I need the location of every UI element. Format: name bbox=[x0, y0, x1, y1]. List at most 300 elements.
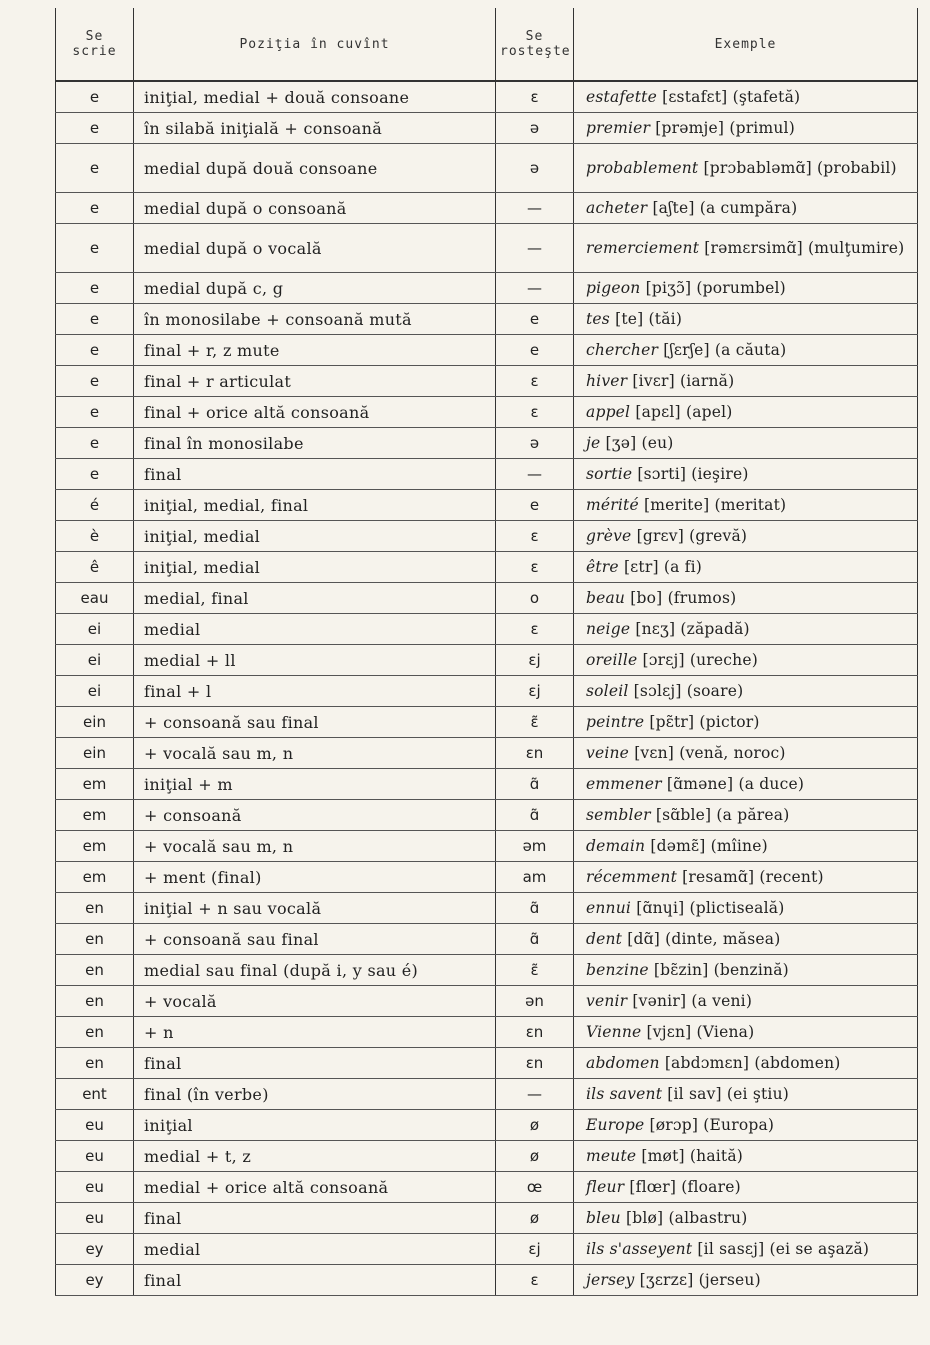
example-meaning: (a căuta) bbox=[714, 340, 787, 359]
cell-position: final + r, z mute bbox=[134, 335, 496, 366]
example-meaning: (Viena) bbox=[696, 1022, 755, 1041]
example-meaning: (mîine) bbox=[710, 836, 768, 855]
cell-pronounced: e bbox=[496, 335, 574, 366]
example-meaning: (a veni) bbox=[691, 991, 753, 1010]
cell-pronounced: ɛ bbox=[496, 397, 574, 428]
example-ipa: [ivɛr] bbox=[632, 371, 675, 390]
example-word: je bbox=[586, 433, 601, 452]
cell-example bbox=[574, 676, 918, 707]
cell-written: e bbox=[56, 428, 134, 459]
table-row bbox=[56, 1172, 918, 1203]
example-ipa: [il sasɛj] bbox=[697, 1239, 765, 1258]
example-meaning: (haită) bbox=[689, 1146, 744, 1165]
pronunciation-table bbox=[55, 8, 918, 1296]
cell-pronounced: ɛn bbox=[496, 1017, 574, 1048]
cell-pronounced: ɛ̃ bbox=[496, 955, 574, 986]
cell-example bbox=[574, 1203, 918, 1234]
example-ipa: [pɛ̃tr] bbox=[649, 712, 695, 731]
cell-written: e bbox=[56, 144, 134, 193]
table-row bbox=[56, 831, 918, 862]
cell-position: medial după două consoane bbox=[134, 144, 496, 193]
example-word: acheter bbox=[586, 198, 648, 217]
example-meaning: (porumbel) bbox=[696, 278, 786, 297]
cell-written: ei bbox=[56, 676, 134, 707]
cell-written: ei bbox=[56, 614, 134, 645]
cell-pronounced: ɛj bbox=[496, 1234, 574, 1265]
cell-written: e bbox=[56, 273, 134, 304]
cell-pronounced: e bbox=[496, 490, 574, 521]
cell-written: é bbox=[56, 490, 134, 521]
cell-written: ein bbox=[56, 738, 134, 769]
example-meaning: (recent) bbox=[759, 867, 824, 886]
cell-example bbox=[574, 738, 918, 769]
cell-written: e bbox=[56, 304, 134, 335]
cell-position: medial, final bbox=[134, 583, 496, 614]
cell-position: final bbox=[134, 459, 496, 490]
cell-pronounced: ɛ bbox=[496, 81, 574, 113]
cell-example bbox=[574, 1234, 918, 1265]
table-row bbox=[56, 986, 918, 1017]
example-ipa: [ørɔp] bbox=[649, 1115, 699, 1134]
cell-position: iniţial + m bbox=[134, 769, 496, 800]
cell-position: + consoană bbox=[134, 800, 496, 831]
cell-example bbox=[574, 366, 918, 397]
cell-example bbox=[574, 335, 918, 366]
cell-pronounced: ɛ bbox=[496, 614, 574, 645]
example-meaning: (venă, noroc) bbox=[679, 743, 786, 762]
cell-written: e bbox=[56, 335, 134, 366]
cell-example bbox=[574, 81, 918, 113]
example-word: meute bbox=[586, 1146, 637, 1165]
example-word: beau bbox=[586, 588, 626, 607]
cell-position: + consoană sau final bbox=[134, 707, 496, 738]
cell-position: iniţial + n sau vocală bbox=[134, 893, 496, 924]
table-row bbox=[56, 614, 918, 645]
example-word: Vienne bbox=[586, 1022, 642, 1041]
table-row bbox=[56, 1110, 918, 1141]
cell-pronounced: ø bbox=[496, 1110, 574, 1141]
example-ipa: [blø] bbox=[625, 1208, 664, 1227]
example-word: Europe bbox=[586, 1115, 645, 1134]
cell-example bbox=[574, 1079, 918, 1110]
cell-example bbox=[574, 113, 918, 144]
example-meaning: (eu) bbox=[641, 433, 674, 452]
example-meaning: (meritat) bbox=[714, 495, 787, 514]
example-ipa: [te] bbox=[615, 309, 644, 328]
cell-example bbox=[574, 955, 918, 986]
example-ipa: [sɑ̃ble] bbox=[655, 805, 712, 824]
cell-position: final bbox=[134, 1048, 496, 1079]
cell-example bbox=[574, 1048, 918, 1079]
example-meaning: (dinte, măsea) bbox=[665, 929, 781, 948]
example-ipa: [aʃte] bbox=[652, 198, 695, 217]
example-word: hiver bbox=[586, 371, 628, 390]
cell-written: em bbox=[56, 769, 134, 800]
table-row bbox=[56, 1048, 918, 1079]
cell-example bbox=[574, 490, 918, 521]
example-word: grève bbox=[586, 526, 632, 545]
cell-example bbox=[574, 552, 918, 583]
cell-example bbox=[574, 893, 918, 924]
cell-pronounced: am bbox=[496, 862, 574, 893]
cell-pronounced: ɑ̃ bbox=[496, 800, 574, 831]
cell-written: e bbox=[56, 397, 134, 428]
example-ipa: [bo] bbox=[630, 588, 663, 607]
example-meaning: (primul) bbox=[729, 118, 795, 137]
example-word: être bbox=[586, 557, 619, 576]
example-meaning: (pictor) bbox=[699, 712, 760, 731]
cell-position: iniţial, medial bbox=[134, 552, 496, 583]
cell-written: ein bbox=[56, 707, 134, 738]
example-word: ils savent bbox=[586, 1084, 663, 1103]
example-ipa: [prɔbabləmɑ̃] bbox=[703, 158, 812, 177]
header-written: Se scrie bbox=[56, 8, 134, 81]
cell-position: medial sau final (după i, y sau é) bbox=[134, 955, 496, 986]
cell-example bbox=[574, 707, 918, 738]
table-row bbox=[56, 193, 918, 224]
example-word: ennui bbox=[586, 898, 632, 917]
example-ipa: [flœr] bbox=[629, 1177, 677, 1196]
cell-position: + ment (final) bbox=[134, 862, 496, 893]
cell-pronounced: ø bbox=[496, 1203, 574, 1234]
cell-example bbox=[574, 614, 918, 645]
cell-position: + vocală bbox=[134, 986, 496, 1017]
cell-position: + n bbox=[134, 1017, 496, 1048]
cell-example bbox=[574, 986, 918, 1017]
example-word: veine bbox=[586, 743, 630, 762]
table-row bbox=[56, 490, 918, 521]
table-row bbox=[56, 335, 918, 366]
cell-written: em bbox=[56, 800, 134, 831]
table-row bbox=[56, 81, 918, 113]
example-ipa: [møt] bbox=[641, 1146, 685, 1165]
cell-position: final + r articulat bbox=[134, 366, 496, 397]
cell-position: iniţial bbox=[134, 1110, 496, 1141]
example-ipa: [rəmɛrsimɑ̃] bbox=[704, 238, 803, 257]
cell-pronounced: — bbox=[496, 193, 574, 224]
cell-position: final + orice altă consoană bbox=[134, 397, 496, 428]
cell-example bbox=[574, 304, 918, 335]
cell-written: ê bbox=[56, 552, 134, 583]
cell-written: eu bbox=[56, 1141, 134, 1172]
example-word: remerciement bbox=[586, 238, 700, 257]
cell-position: iniţial, medial + două consoane bbox=[134, 81, 496, 113]
example-meaning: (ştafetă) bbox=[732, 87, 801, 106]
example-word: benzine bbox=[586, 960, 649, 979]
cell-written: em bbox=[56, 831, 134, 862]
example-word: fleur bbox=[586, 1177, 625, 1196]
table-row bbox=[56, 1141, 918, 1172]
example-meaning: (jerseu) bbox=[698, 1270, 761, 1289]
cell-position: medial după o consoană bbox=[134, 193, 496, 224]
example-word: peintre bbox=[586, 712, 645, 731]
example-meaning: (ureche) bbox=[689, 650, 758, 669]
example-ipa: [sɔrti] bbox=[637, 464, 687, 483]
cell-example bbox=[574, 1141, 918, 1172]
cell-example bbox=[574, 645, 918, 676]
example-meaning: (tăi) bbox=[648, 309, 683, 328]
cell-pronounced: ɛ bbox=[496, 521, 574, 552]
cell-pronounced: ɑ̃ bbox=[496, 769, 574, 800]
cell-pronounced: ə bbox=[496, 144, 574, 193]
cell-position: medial după o vocală bbox=[134, 224, 496, 273]
example-ipa: [ɑ̃məne] bbox=[666, 774, 734, 793]
cell-written: en bbox=[56, 924, 134, 955]
cell-pronounced: — bbox=[496, 1079, 574, 1110]
cell-written: eu bbox=[56, 1203, 134, 1234]
example-word: tes bbox=[586, 309, 610, 328]
example-ipa: [grɛv] bbox=[636, 526, 684, 545]
table-row bbox=[56, 583, 918, 614]
cell-pronounced: ɛn bbox=[496, 1048, 574, 1079]
cell-position: final bbox=[134, 1265, 496, 1296]
cell-pronounced: — bbox=[496, 459, 574, 490]
cell-position: medial după c, g bbox=[134, 273, 496, 304]
example-meaning: (benzină) bbox=[713, 960, 789, 979]
cell-pronounced: ɛ bbox=[496, 366, 574, 397]
table-row bbox=[56, 397, 918, 428]
cell-position: final bbox=[134, 1203, 496, 1234]
cell-written: eu bbox=[56, 1172, 134, 1203]
example-word: chercher bbox=[586, 340, 659, 359]
example-ipa: [abdɔmɛn] bbox=[664, 1053, 750, 1072]
table-row bbox=[56, 113, 918, 144]
example-meaning: (mulţumire) bbox=[807, 238, 905, 257]
cell-example bbox=[574, 273, 918, 304]
cell-written: en bbox=[56, 1017, 134, 1048]
cell-written: en bbox=[56, 893, 134, 924]
cell-example bbox=[574, 224, 918, 273]
cell-position: medial + t, z bbox=[134, 1141, 496, 1172]
example-ipa: [il sav] bbox=[667, 1084, 722, 1103]
cell-position: medial bbox=[134, 1234, 496, 1265]
cell-position: medial + orice altă consoană bbox=[134, 1172, 496, 1203]
table-row bbox=[56, 893, 918, 924]
cell-written: è bbox=[56, 521, 134, 552]
table-row bbox=[56, 707, 918, 738]
cell-pronounced: ɛ bbox=[496, 1265, 574, 1296]
cell-example bbox=[574, 924, 918, 955]
cell-pronounced: ə bbox=[496, 113, 574, 144]
table-row bbox=[56, 645, 918, 676]
cell-written: ent bbox=[56, 1079, 134, 1110]
cell-written: ey bbox=[56, 1265, 134, 1296]
cell-pronounced: ɛ̃ bbox=[496, 707, 574, 738]
example-word: jersey bbox=[586, 1270, 635, 1289]
cell-example bbox=[574, 862, 918, 893]
example-ipa: [dɑ̃] bbox=[627, 929, 660, 948]
example-ipa: [merite] bbox=[643, 495, 710, 514]
cell-pronounced: ɛ bbox=[496, 552, 574, 583]
example-ipa: [ʒɛrzɛ] bbox=[639, 1270, 694, 1289]
example-meaning: (probabil) bbox=[817, 158, 897, 177]
table-row bbox=[56, 955, 918, 986]
table-row bbox=[56, 676, 918, 707]
example-word: premier bbox=[586, 118, 651, 137]
table-row bbox=[56, 224, 918, 273]
example-meaning: (a fi) bbox=[663, 557, 703, 576]
example-meaning: (zăpadă) bbox=[680, 619, 750, 638]
table-row bbox=[56, 738, 918, 769]
table-row bbox=[56, 1079, 918, 1110]
cell-example bbox=[574, 459, 918, 490]
table-row bbox=[56, 521, 918, 552]
example-word: ils s'asseyent bbox=[586, 1239, 693, 1258]
table-row bbox=[56, 800, 918, 831]
example-meaning: (Europa) bbox=[703, 1115, 775, 1134]
cell-pronounced: ɛj bbox=[496, 676, 574, 707]
table-row bbox=[56, 924, 918, 955]
table-row bbox=[56, 428, 918, 459]
table-row bbox=[56, 862, 918, 893]
table-row bbox=[56, 273, 918, 304]
cell-written: e bbox=[56, 224, 134, 273]
example-word: bleu bbox=[586, 1208, 621, 1227]
example-meaning: (ieşire) bbox=[691, 464, 749, 483]
header-position: Poziţia în cuvînt bbox=[134, 8, 496, 81]
cell-written: eu bbox=[56, 1110, 134, 1141]
cell-position: + vocală sau m, n bbox=[134, 831, 496, 862]
example-ipa: [ɑ̃nɥi] bbox=[636, 898, 685, 917]
example-ipa: [ɛstafɛt] bbox=[662, 87, 728, 106]
example-ipa: [sɔlɛj] bbox=[633, 681, 682, 700]
example-word: neige bbox=[586, 619, 631, 638]
cell-written: en bbox=[56, 955, 134, 986]
header-pronounced: Se rosteşte bbox=[496, 8, 574, 81]
example-meaning: (a duce) bbox=[738, 774, 805, 793]
cell-pronounced: e bbox=[496, 304, 574, 335]
example-word: dent bbox=[586, 929, 623, 948]
cell-written: eau bbox=[56, 583, 134, 614]
example-ipa: [vɛn] bbox=[634, 743, 675, 762]
example-ipa: [vənir] bbox=[632, 991, 687, 1010]
cell-example bbox=[574, 1110, 918, 1141]
cell-written: ei bbox=[56, 645, 134, 676]
cell-written: e bbox=[56, 459, 134, 490]
cell-example bbox=[574, 831, 918, 862]
example-word: abdomen bbox=[586, 1053, 660, 1072]
example-word: appel bbox=[586, 402, 631, 421]
cell-position: medial bbox=[134, 614, 496, 645]
cell-position: final în monosilabe bbox=[134, 428, 496, 459]
cell-written: en bbox=[56, 986, 134, 1017]
cell-pronounced: ən bbox=[496, 986, 574, 1017]
example-meaning: (apel) bbox=[685, 402, 733, 421]
example-ipa: [nɛʒ] bbox=[635, 619, 676, 638]
cell-example bbox=[574, 1265, 918, 1296]
cell-position: final (în verbe) bbox=[134, 1079, 496, 1110]
cell-example bbox=[574, 583, 918, 614]
example-meaning: (a cumpăra) bbox=[699, 198, 798, 217]
example-word: sembler bbox=[586, 805, 651, 824]
table-row bbox=[56, 459, 918, 490]
cell-position: în monosilabe + consoană mută bbox=[134, 304, 496, 335]
cell-example bbox=[574, 193, 918, 224]
example-meaning: (frumos) bbox=[667, 588, 737, 607]
example-word: pigeon bbox=[586, 278, 641, 297]
cell-pronounced: œ bbox=[496, 1172, 574, 1203]
table-row bbox=[56, 1017, 918, 1048]
example-word: probablement bbox=[586, 158, 699, 177]
example-meaning: (a părea) bbox=[716, 805, 790, 824]
example-ipa: [prəmje] bbox=[655, 118, 725, 137]
example-ipa: [dəmɛ̃] bbox=[650, 836, 706, 855]
cell-example bbox=[574, 521, 918, 552]
cell-position: în silabă iniţială + consoană bbox=[134, 113, 496, 144]
cell-written: e bbox=[56, 81, 134, 113]
cell-written: e bbox=[56, 193, 134, 224]
cell-pronounced: — bbox=[496, 224, 574, 273]
example-meaning: (albastru) bbox=[668, 1208, 748, 1227]
cell-pronounced: ɑ̃ bbox=[496, 924, 574, 955]
cell-pronounced: ɛj bbox=[496, 645, 574, 676]
table-row bbox=[56, 552, 918, 583]
cell-pronounced: əm bbox=[496, 831, 574, 862]
cell-position: iniţial, medial, final bbox=[134, 490, 496, 521]
example-ipa: [ʒə] bbox=[605, 433, 637, 452]
header-examples: Exemple bbox=[574, 8, 918, 81]
cell-position: medial + ll bbox=[134, 645, 496, 676]
cell-pronounced: — bbox=[496, 273, 574, 304]
cell-position: final + l bbox=[134, 676, 496, 707]
example-meaning: (plictiseală) bbox=[689, 898, 785, 917]
example-meaning: (iarnă) bbox=[680, 371, 735, 390]
cell-written: e bbox=[56, 366, 134, 397]
example-word: sortie bbox=[586, 464, 633, 483]
example-ipa: [piʒɔ̃] bbox=[645, 278, 692, 297]
example-word: emmener bbox=[586, 774, 662, 793]
example-ipa: [resamɑ̃] bbox=[682, 867, 755, 886]
cell-pronounced: ɑ̃ bbox=[496, 893, 574, 924]
cell-pronounced: o bbox=[496, 583, 574, 614]
example-word: soleil bbox=[586, 681, 629, 700]
example-word: estafette bbox=[586, 87, 657, 106]
example-ipa: [ɛtr] bbox=[623, 557, 659, 576]
cell-example bbox=[574, 428, 918, 459]
cell-written: em bbox=[56, 862, 134, 893]
example-meaning: (floare) bbox=[681, 1177, 741, 1196]
table-row bbox=[56, 1203, 918, 1234]
cell-position: + consoană sau final bbox=[134, 924, 496, 955]
example-meaning: (soare) bbox=[686, 681, 744, 700]
example-ipa: [vjɛn] bbox=[646, 1022, 692, 1041]
table-row bbox=[56, 366, 918, 397]
cell-pronounced: ø bbox=[496, 1141, 574, 1172]
cell-example bbox=[574, 1017, 918, 1048]
table-row bbox=[56, 304, 918, 335]
cell-example bbox=[574, 800, 918, 831]
cell-position: + vocală sau m, n bbox=[134, 738, 496, 769]
example-meaning: (ei se aşază) bbox=[769, 1239, 870, 1258]
cell-example bbox=[574, 769, 918, 800]
example-meaning: (grevă) bbox=[689, 526, 748, 545]
example-meaning: (abdomen) bbox=[754, 1053, 841, 1072]
table-row bbox=[56, 1265, 918, 1296]
cell-written: en bbox=[56, 1048, 134, 1079]
example-ipa: [ʃɛrʃe] bbox=[663, 340, 710, 359]
example-word: mérité bbox=[586, 495, 639, 514]
example-word: récemment bbox=[586, 867, 678, 886]
cell-example bbox=[574, 397, 918, 428]
cell-written: ey bbox=[56, 1234, 134, 1265]
cell-pronounced: ə bbox=[496, 428, 574, 459]
example-ipa: [bɛ̃zin] bbox=[653, 960, 709, 979]
example-word: oreille bbox=[586, 650, 638, 669]
cell-position: iniţial, medial bbox=[134, 521, 496, 552]
table-row bbox=[56, 1234, 918, 1265]
example-meaning: (ei ştiu) bbox=[726, 1084, 789, 1103]
example-word: venir bbox=[586, 991, 628, 1010]
